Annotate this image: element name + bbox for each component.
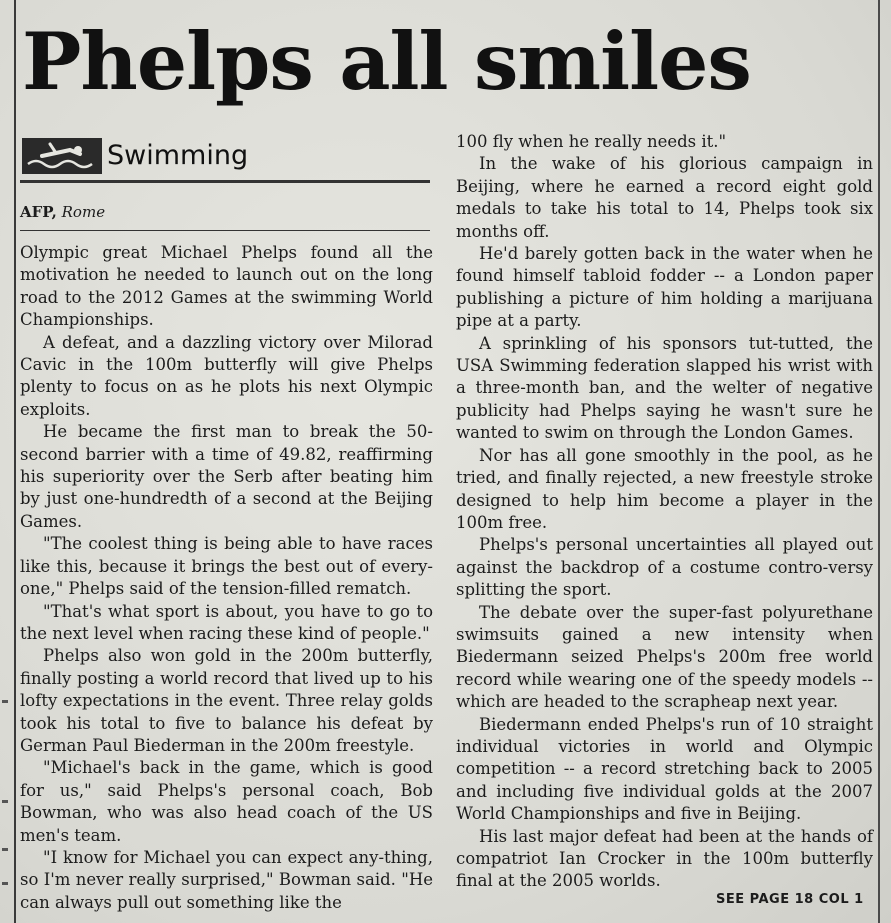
paragraph: In the wake of his glorious campaign in Beijing, where he earned a record eight gold medals to take his total to 14, Phelps took six months off. xyxy=(456,154,873,241)
paragraph-continuation: 100 fly when he really needs it." xyxy=(456,132,727,151)
headline: Phelps all smiles xyxy=(22,15,751,108)
paragraph: Nor has all gone smoothly in the pool, as he tried, and finally rejected, a new freestyle stroke designed to help him become a player in the 100m free. xyxy=(456,445,873,532)
left-column-rule xyxy=(14,0,16,923)
paragraph: His last major defeat had been at the hands of compatriot Ian Crocker in the 100m butterfly final at the 2005 worlds. xyxy=(456,826,873,891)
byline-agency: AFP, xyxy=(20,203,57,221)
paragraph: Phelps's personal uncertainties all played out against the backdrop of a costume contro-versy splitting the sport. xyxy=(456,535,873,600)
article-column-2 xyxy=(456,131,873,893)
paragraph: A sprinkling of his sponsors tut-tutted, the USA Swimming federation slapped his wrist with a three-month ban, and the welter of negative publicity had Phelps saying he wasn't sure he wanted to swim on through the London Games. xyxy=(456,333,873,443)
paragraph: Phelps also won gold in the 200m butterfly, finally posting a world record that lived up to his lofty expectations in the event. Three relay golds took his total to five to balance his defeat by German Paul Biederman in the 200m freestyle. xyxy=(20,646,433,755)
section-label xyxy=(20,136,430,183)
paragraph: "The coolest thing is being able to have races like this, because it brings the best out of every-one," Phelps said of the tension-filled rematch. xyxy=(20,534,433,599)
right-column-rule xyxy=(878,0,880,923)
article-column-1 xyxy=(20,242,433,914)
paragraph: A defeat, and a dazzling victory over Milorad Cavic in the 100m butterfly will give Phelps plenty to focus on as he plots his next Olympic exploits. xyxy=(20,332,433,419)
paragraph: He became the first man to break the 50-second barrier with a time of 49.82, reaffirming his superiority over the Serb after beating him by just one-hundredth of a second at the Beijing Games. xyxy=(20,422,433,531)
paragraph: Olympic great Michael Phelps found all the motivation he needed to launch out on the long road to the 2012 Games at the swimming World Championships. xyxy=(20,243,433,330)
paragraph: "I know for Michael you can expect any-thing, so I'm never really surprised," Bowman said. "He can always pull out something like the xyxy=(20,847,433,912)
paragraph: "That's what sport is about, you have to go to the next level when racing these kind of people." xyxy=(20,601,433,643)
byline-place: Rome xyxy=(61,203,106,221)
margin-fragments xyxy=(0,620,12,920)
continuation-note: SEE PAGE 18 COL 1 xyxy=(716,892,864,907)
section-title: Swimming xyxy=(107,140,249,171)
paragraph: Biedermann ended Phelps's run of 10 straight individual victories in world and Olympic competition -- a record stretching back to 2005 and including five individual golds at the 2007 World Championships and five in Beijing. xyxy=(456,714,873,824)
paragraph: "Michael's back in the game, which is good for us," said Phelps's personal coach, Bob Bowman, who was also head coach of the US men's team. xyxy=(20,758,433,845)
byline xyxy=(20,198,430,231)
swimmer-icon xyxy=(22,138,102,174)
paragraph: He'd barely gotten back in the water when he found himself tabloid fodder -- a London paper publishing a picture of him holding a marijuana pipe at a party. xyxy=(456,244,873,331)
paragraph: The debate over the super-fast polyurethane swimsuits gained a new intensity when Biedermann seized Phelps's 200m free world record while wearing one of the speedy models -- which are headed to the scrapheap next year. xyxy=(456,602,873,712)
